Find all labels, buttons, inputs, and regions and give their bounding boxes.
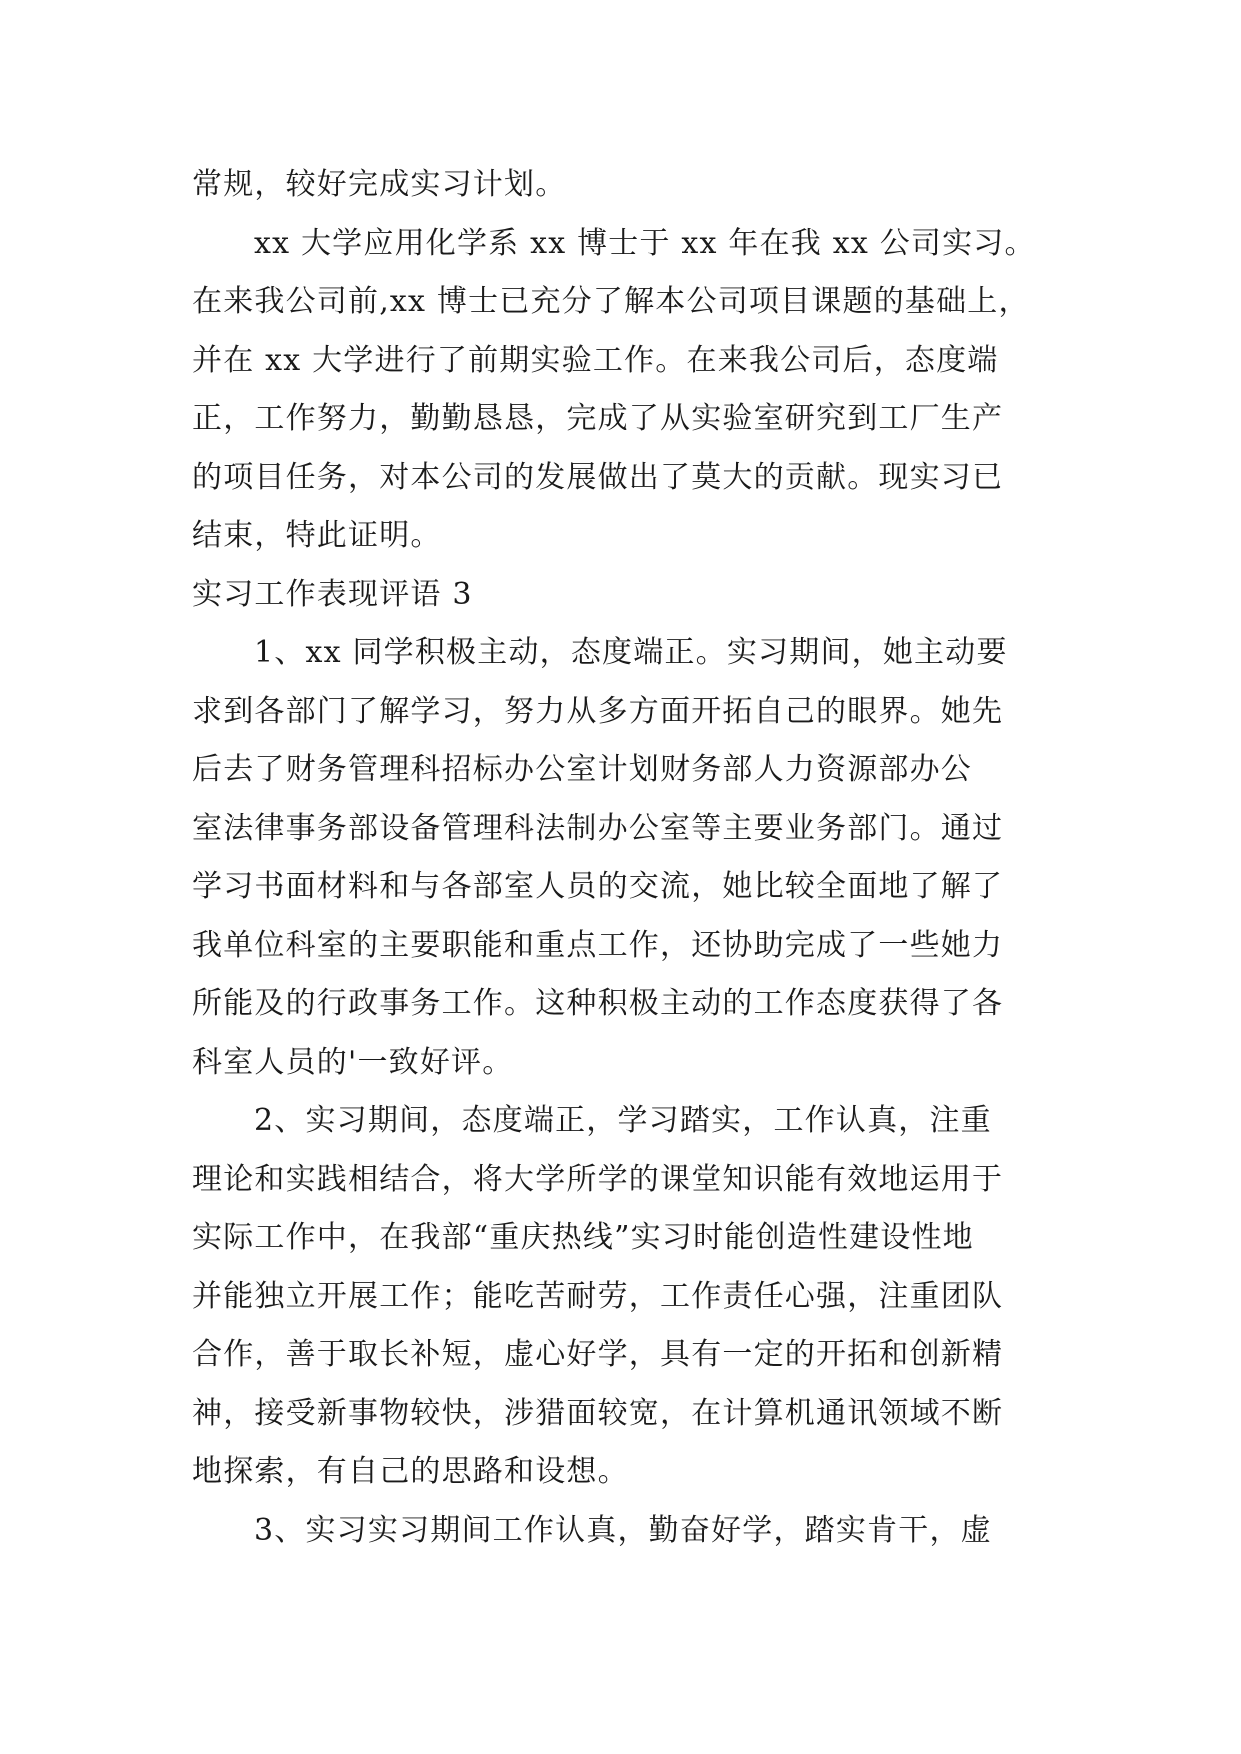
paragraph-line: 2、实习期间，态度端正，学习踏实，工作认真，注重 <box>254 1103 992 1138</box>
paragraph-line: xx 大学应用化学系 xx 博士于 xx 年在我 xx 公司实习。 <box>254 225 1036 261</box>
paragraph-line: 地探索，有自己的思路和设想。 <box>192 1454 629 1489</box>
paragraph-line: 学习书面材料和与各部室人员的交流，她比较全面地了解了 <box>192 869 1004 904</box>
paragraph-line: 实际工作中，在我部“重庆热线”实习时能创造性建设性地 <box>192 1220 974 1255</box>
paragraph-line: 正，工作努力，勤勤恳恳，完成了从实验室研究到工厂生产 <box>192 401 1004 436</box>
paragraph-line: 室法律事务部设备管理科法制办公室等主要业务部门。通过 <box>192 810 1004 846</box>
paragraph-line: 我单位科室的主要职能和重点工作，还协助完成了一些她力 <box>192 927 1004 963</box>
section-heading: 实习工作表现评语 3 <box>192 576 473 612</box>
paragraph-line: 所能及的行政事务工作。这种积极主动的工作态度获得了各 <box>192 986 1004 1021</box>
paragraph-line: 的项目任务，对本公司的发展做出了莫大的贡献。现实习已 <box>192 459 1004 495</box>
paragraph-line: 1、xx 同学积极主动，态度端正。实习期间，她主动要 <box>254 635 1008 670</box>
paragraph-line: 并在 xx 大学进行了前期实验工作。在来我公司后，态度端 <box>192 342 999 378</box>
paragraph-line: 并能独立开展工作；能吃苦耐劳，工作责任心强，注重团队 <box>192 1278 1004 1314</box>
paragraph-line: 科室人员的'一致好评。 <box>192 1044 514 1080</box>
paragraph-line: 理论和实践相结合，将大学所学的课堂知识能有效地运用于 <box>192 1161 1004 1197</box>
paragraph-line: 求到各部门了解学习，努力从多方面开拓自己的眼界。她先 <box>192 693 1004 729</box>
paragraph-line: 后去了财务管理科招标办公室计划财务部人力资源部办公 <box>192 752 972 787</box>
document-body <box>192 156 1092 1560</box>
paragraph-line: 神，接受新事物较快，涉猎面较宽，在计算机通讯领域不断 <box>192 1395 1004 1431</box>
paragraph-line: 合作，善于取长补短，虚心好学，具有一定的开拓和创新精 <box>192 1337 1004 1372</box>
paragraph-line: 在来我公司前,xx 博士已充分了解本公司项目课题的基础上， <box>192 284 1030 319</box>
paragraph-line: 3、实习实习期间工作认真，勤奋好学，踏实肯干，虚 <box>254 1512 992 1548</box>
paragraph-line: 常规，较好完成实习计划。 <box>192 167 567 202</box>
paragraph-line: 结束，特此证明。 <box>192 518 442 553</box>
